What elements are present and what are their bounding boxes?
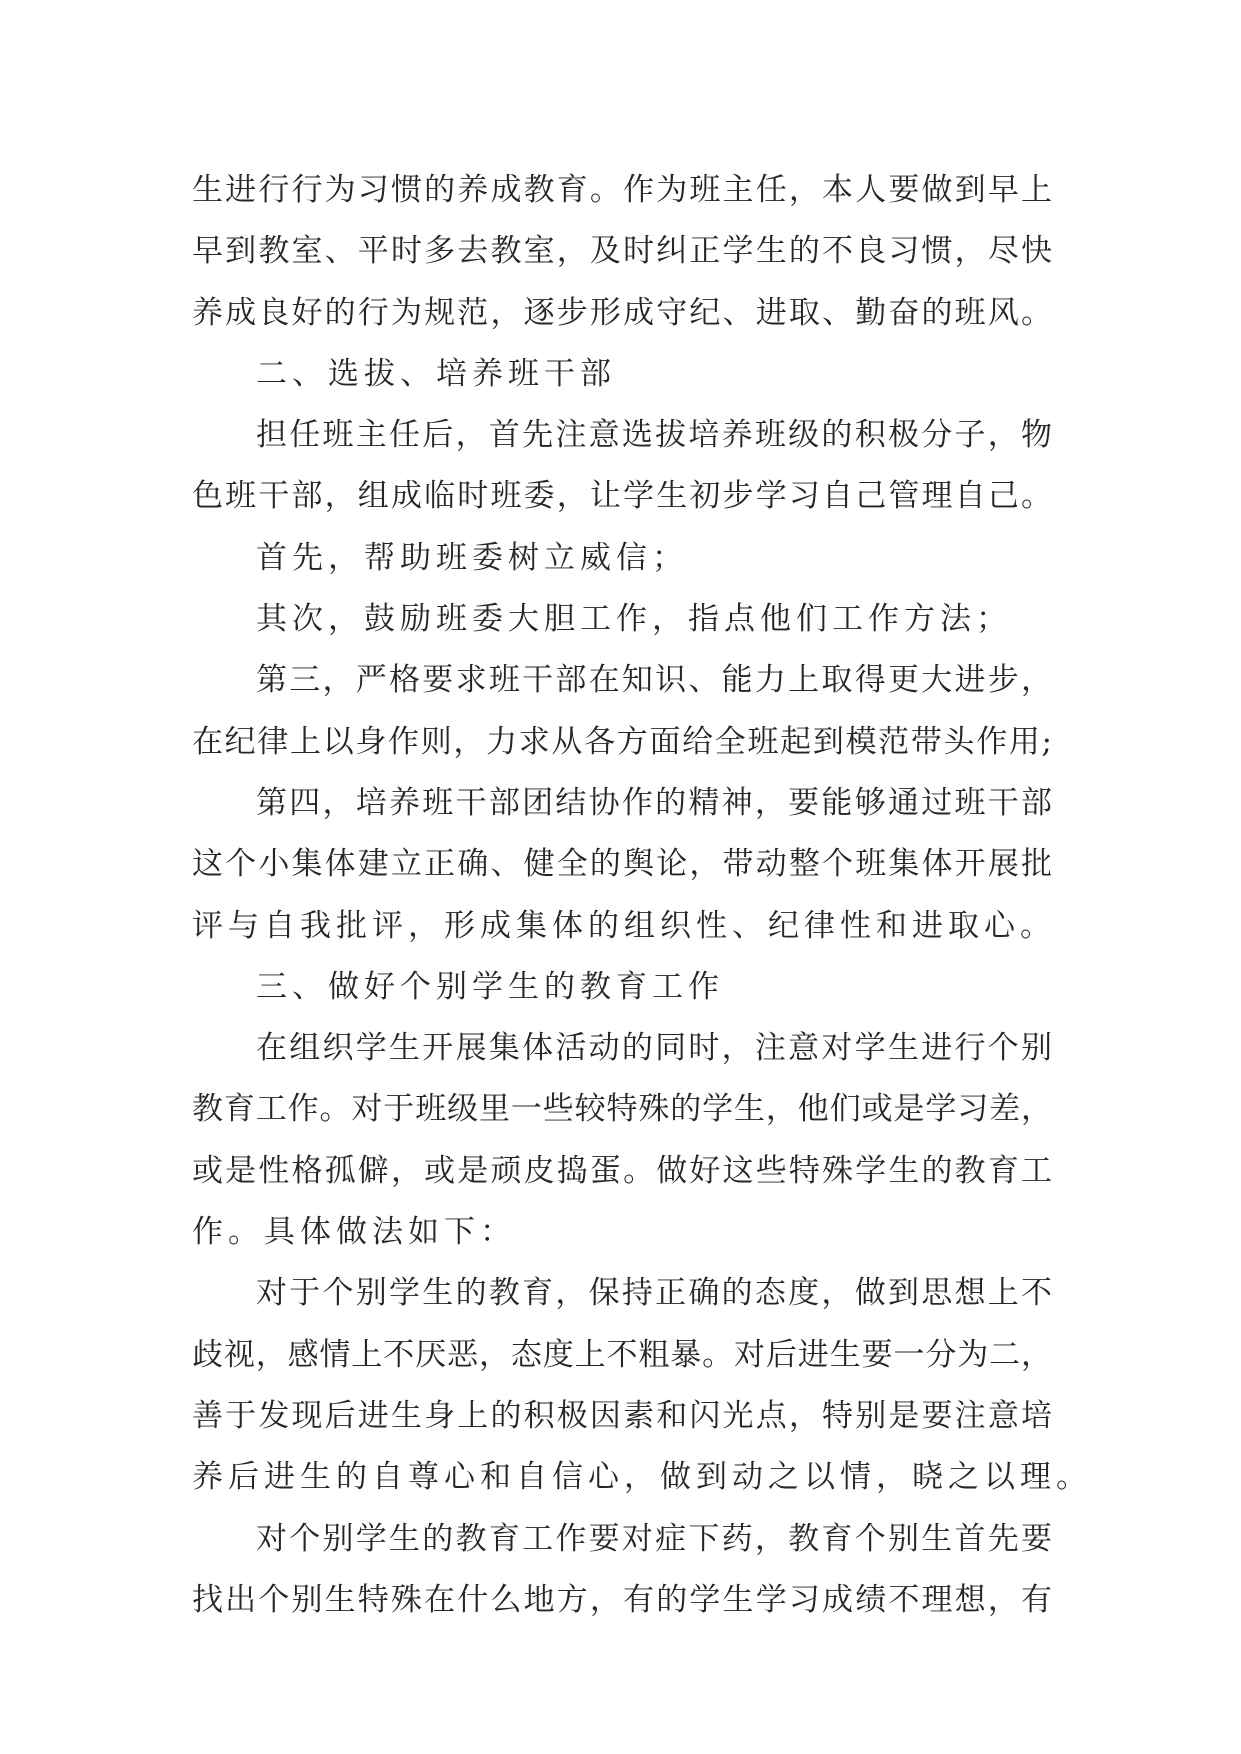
text-line: 作。具体做法如下：: [192, 1214, 516, 1251]
text-line: 生进行行为习惯的养成教育。作为班主任，本人要做到早上: [192, 172, 1052, 208]
text-line: 找出个别生特殊在什么地方，有的学生学习成绩不理想，有: [192, 1581, 1052, 1618]
text-line: 早到教室、平时多去教室，及时纠正学生的不良习惯，尽快: [192, 233, 1052, 270]
text-line: 色班干部，组成临时班委，让学生初步学习自己管理自己。: [192, 478, 1052, 515]
document-body: [192, 160, 1092, 1631]
text-line: 担任班主任后，首先注意选拔培养班级的积极分子，物: [256, 417, 1052, 454]
text-line: 教育工作。对于班级里一些较特殊的学生，他们或是学习差，: [192, 1091, 1052, 1128]
text-line: 这个小集体建立正确、健全的舆论，带动整个班集体开展批: [192, 846, 1052, 883]
text-line: 第三，严格要求班干部在知识、能力上取得更大进步，: [256, 662, 1052, 699]
section-heading: 二、选拔、培养班干部: [256, 355, 616, 392]
text-line: 或是性格孤僻，或是顽皮捣蛋。做好这些特殊学生的教育工: [192, 1152, 1052, 1189]
text-line: 第四，培养班干部团结协作的精神，要能够通过班干部: [256, 784, 1052, 821]
text-line: 养成良好的行为规范，逐步形成守纪、进取、勤奋的班风。: [192, 294, 1052, 331]
text-line: 首先，帮助班委树立威信；: [256, 539, 688, 576]
text-line: 歧视，感情上不厌恶，态度上不粗暴。对后进生要一分为二，: [192, 1336, 1052, 1373]
section-heading: 三、做好个别学生的教育工作: [256, 968, 724, 1005]
text-line: 在纪律上以身作则，力求从各方面给全班起到模范带头作用;: [192, 723, 1052, 760]
text-line: 对于个别学生的教育，保持正确的态度，做到思想上不: [256, 1275, 1052, 1312]
text-line: 其次，鼓励班委大胆工作，指点他们工作方法；: [256, 601, 1012, 638]
text-line: 在组织学生开展集体活动的同时，注意对学生进行个别: [256, 1030, 1052, 1067]
text-line: 对个别学生的教育工作要对症下药，教育个别生首先要: [256, 1520, 1052, 1557]
text-line: 善于发现后进生身上的积极因素和闪光点，特别是要注意培: [192, 1397, 1052, 1434]
text-line: 评与自我批评，形成集体的组织性、纪律性和进取心。: [192, 907, 1056, 944]
text-line: 养后进生的自尊心和自信心，做到动之以情，晓之以理。: [192, 1459, 1092, 1496]
